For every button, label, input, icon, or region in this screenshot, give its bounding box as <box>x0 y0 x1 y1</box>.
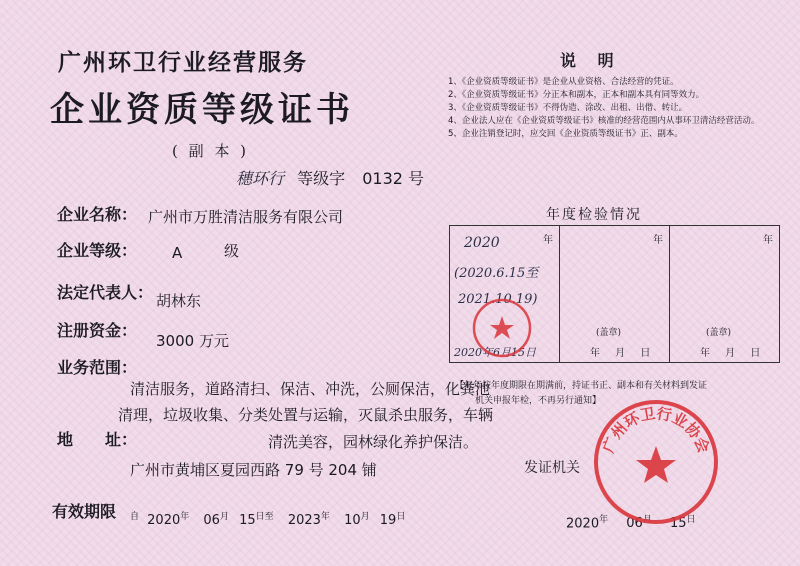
validity-unit-month: 月 <box>219 512 229 522</box>
capital-value: 3000 万元 <box>156 332 229 350</box>
handwritten-date: 2020年6月15日 <box>454 346 536 359</box>
validity-to-unit-year: 年 <box>320 512 330 522</box>
inspection-stamp <box>470 296 534 360</box>
inspection-cell-3 <box>670 226 780 363</box>
certificate-number <box>236 166 424 189</box>
note-item: 2、《企业资质等级证书》分正本和副本，正本和副本具有同等效力。 <box>448 90 705 100</box>
cell-date-label: 年 月 日 <box>590 348 657 359</box>
issuer-label: 发证机关 <box>524 460 580 476</box>
issue-day: 15 <box>669 516 687 532</box>
grade-label: 企业等级： <box>57 241 138 260</box>
company-name-value: 广州市万胜清洁服务有限公司 <box>148 208 344 226</box>
notice-line1: 【每年按年度期限在期满前，持证书正、副本和有关材料到发证 <box>455 381 708 391</box>
company-name-label: 企业名称： <box>57 205 138 224</box>
inspection-cell-2 <box>560 226 670 363</box>
legal-rep-label: 法定代表人： <box>57 283 154 302</box>
validity-from-year: 2020 <box>147 513 181 529</box>
cell-seal-label: (盖章) <box>706 328 732 338</box>
note-item: 1、《企业资质等级证书》是企业从业资格、合法经营的凭证。 <box>448 77 679 87</box>
validity-unit-year: 年 <box>180 512 190 522</box>
cert-prefix: 穗环行 <box>236 169 285 188</box>
certificate-title: 企业资质等级证书 <box>50 90 354 130</box>
note-item: 3、《企业资质等级证书》不得伪造、涂改、出租、出借、转让。 <box>448 103 688 113</box>
validity-label: 有效期限 <box>52 502 117 521</box>
legal-rep-value: 胡林东 <box>156 292 202 310</box>
handwritten-period-end: 2021.10.19) <box>458 292 538 307</box>
business-scope-label: 业务范围： <box>57 358 138 377</box>
copy-type: ( 副 本 ) <box>172 142 250 160</box>
issue-year: 2020 <box>566 516 600 532</box>
cert-mid: 等级字 <box>297 169 346 188</box>
handwritten-year: 2020 <box>464 235 500 251</box>
business-scope-line1: 清洁服务，道路清扫、保洁、冲洗，公厕保洁，化粪池 <box>130 380 491 398</box>
handwritten-period-start: (2020.6.15至 <box>454 266 539 281</box>
note-item: 5、企业注销登记时，应交回《企业资质等级证书》正、副本。 <box>448 129 683 139</box>
issue-month: 06 <box>626 516 643 532</box>
validity-to-year: 2023 <box>287 513 321 529</box>
cert-number-value: 0132 <box>362 169 403 188</box>
notes-list <box>448 76 759 141</box>
svg-text:广州环卫行业协会: 广州环卫行业协会 <box>599 404 713 456</box>
cert-suffix: 号 <box>408 169 425 188</box>
cell-year-label: 年 <box>653 235 663 246</box>
issue-unit-day: 日 <box>686 515 696 525</box>
business-scope-line3: 清洗美容，园林绿化养护保洁。 <box>268 433 479 451</box>
validity-to-unit-month: 月 <box>360 512 370 522</box>
issuing-org-heading: 广州环卫行业经营服务 <box>58 49 308 76</box>
notice-line2: 机关申报年检，不再另行通知】 <box>475 396 602 406</box>
validity-unit-day: 日 <box>255 512 265 522</box>
validity-to-month: 10 <box>344 513 361 529</box>
grade-value: A <box>172 244 183 262</box>
grade-unit: 级 <box>224 242 240 260</box>
cell-date-label: 年 月 日 <box>700 348 767 359</box>
issue-unit-year: 年 <box>599 515 609 525</box>
address-label: 地 址： <box>57 430 138 449</box>
address-value: 广州市黄埔区夏园西路 79 号 204 铺 <box>130 461 377 479</box>
validity-to-unit-day: 日 <box>396 512 406 522</box>
issue-unit-month: 月 <box>642 515 652 525</box>
notes-title: 说 明 <box>560 51 622 70</box>
business-scope-line2: 清理，垃圾收集、分类处置与运输，灭鼠杀虫服务，车辆 <box>118 406 494 424</box>
association-seal <box>592 398 720 526</box>
validity-from-day: 15 <box>239 513 256 529</box>
validity-to-day: 19 <box>379 513 397 529</box>
validity-from-month: 06 <box>203 513 220 529</box>
validity-to-word: 至 <box>264 512 274 522</box>
cell-year-label: 年 <box>543 235 553 246</box>
capital-label: 注册资金： <box>57 321 138 340</box>
validity-from-word: 自 <box>130 512 140 522</box>
validity-period <box>130 509 405 528</box>
note-item: 4、企业法人应在《企业资质等级证书》核准的经营范围内从事环卫清洁经营活动。 <box>448 116 760 126</box>
inspection-title: 年度检验情况 <box>546 207 642 223</box>
cell-seal-label: (盖章) <box>596 328 622 338</box>
cell-year-label: 年 <box>763 235 773 246</box>
